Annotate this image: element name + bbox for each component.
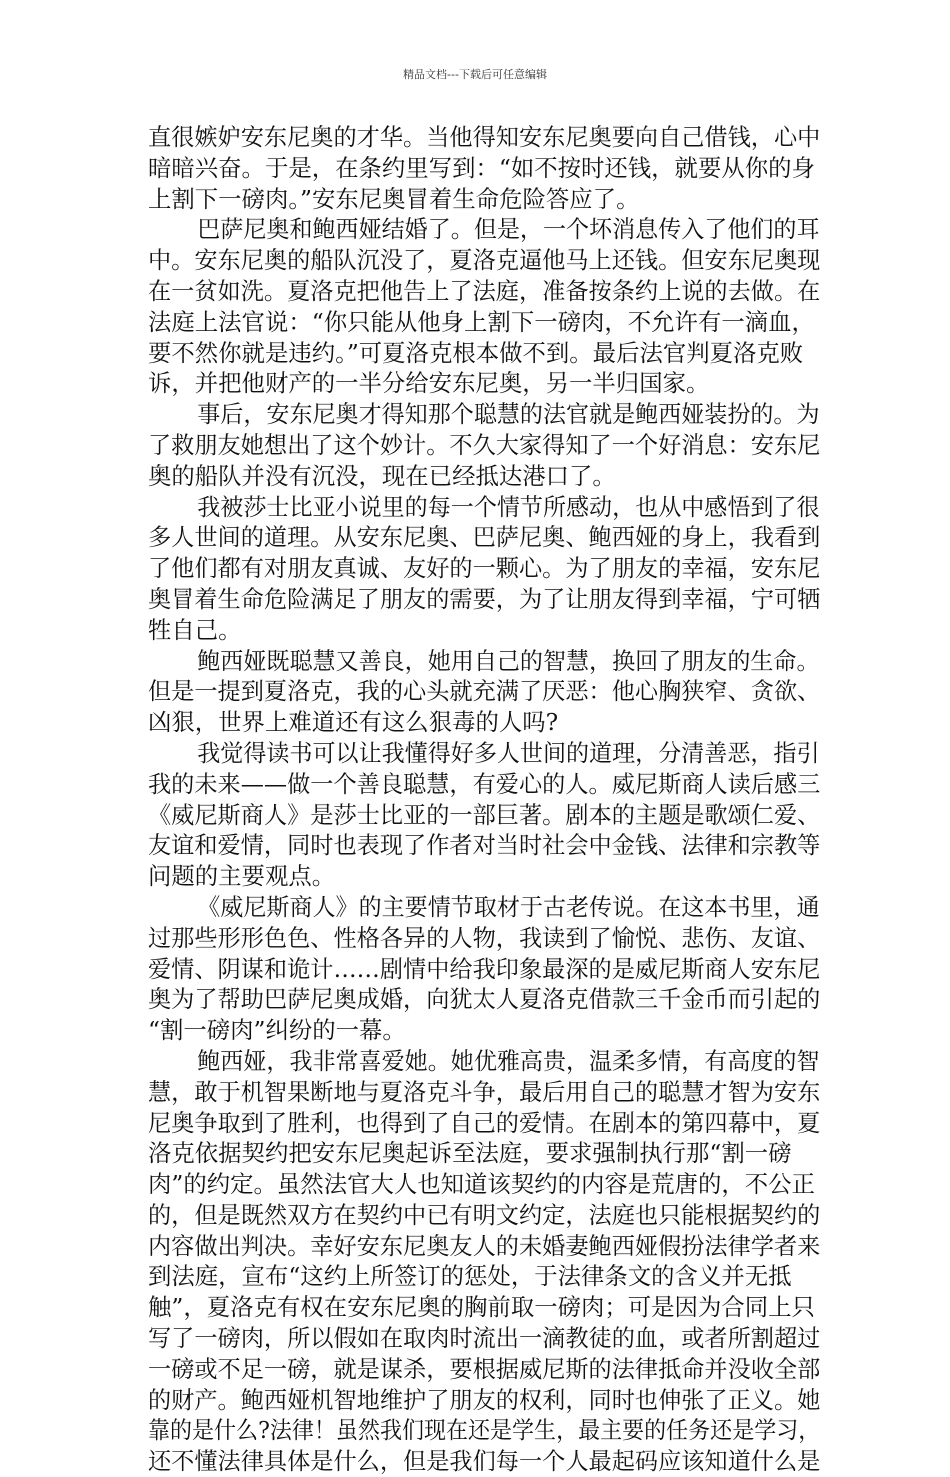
text-line: 奥冒着生命危险满足了朋友的需要，为了让朋友得到幸福，宁可牺	[148, 584, 821, 613]
text-line: 奥为了帮助巴萨尼奥成婚，向犹太人夏洛克借款三千金币而引起的	[148, 985, 821, 1014]
text-line: “割一磅肉”纠纷的一幕。	[148, 1016, 406, 1045]
text-line: 一磅或不足一磅，就是谋杀，要根据威尼斯的法律抵命并没收全部	[148, 1354, 821, 1383]
text-line: 还不懂法律具体是什么，但是我们每一个人最起码应该知道什么是	[148, 1447, 821, 1476]
text-line: 过那些形形色色、性格各异的人物，我读到了愉悦、悲伤、友谊、	[148, 923, 821, 952]
paragraph-first-line: 巴萨尼奥和鲍西娅结婚了。但是，一个坏消息传入了他们的耳	[197, 215, 820, 244]
document-body	[148, 122, 820, 1477]
text-line: 洛克依据契约把安东尼奥起诉至法庭，要求强制执行那“割一磅	[148, 1139, 792, 1168]
text-line: 的财产。鲍西娅机智地维护了朋友的权利，同时也伸张了正义。她	[148, 1385, 821, 1414]
page-header: 精品文档---下载后可任意编辑	[403, 68, 547, 81]
text-line: 多人世间的道理。从安东尼奥、巴萨尼奥、鲍西娅的身上，我看到	[148, 523, 821, 552]
text-line: 凶狠，世界上难道还有这么狠毒的人吗?	[148, 708, 559, 737]
text-line: 了他们都有对朋友真诚、友好的一颗心。为了朋友的幸福，安东尼	[148, 554, 821, 583]
text-line: 牲自己。	[148, 615, 242, 644]
paragraph-first-line: 事后，安东尼奥才得知那个聪慧的法官就是鲍西娅装扮的。为	[197, 400, 820, 429]
text-line: 到法庭，宣布“这约上所签订的惩处，于法律条文的含义并无抵	[148, 1262, 792, 1291]
text-line: 写了一磅肉，所以假如在取肉时流出一滴教徒的血，或者所割超过	[148, 1324, 821, 1353]
text-line: 慧，敢于机智果断地与夏洛克斗争，最后用自己的聪慧才智为安东	[148, 1077, 821, 1106]
text-line: 了救朋友她想出了这个妙计。不久大家得知了一个好消息：安东尼	[148, 430, 821, 459]
text-line: 法庭上法官说：“你只能从他身上割下一磅肉，不允许有一滴血，	[148, 307, 815, 336]
text-line: 直很嫉妒安东尼奥的才华。当他得知安东尼奥要向自己借钱，心中	[148, 123, 821, 151]
paragraph-first-line: 我被莎士比亚小说里的每一个情节所感动，也从中感悟到了很	[197, 492, 820, 521]
text-line: 问题的主要观点。	[148, 862, 336, 891]
text-line: 内容做出判决。幸好安东尼奥友人的未婚妻鲍西娅假扮法律学者来	[148, 1231, 821, 1260]
paragraph-first-line: 《威尼斯商人》的主要情节取材于古老传说。在这本书里，通	[197, 892, 820, 921]
text-line: 中。安东尼奥的船队沉没了，夏洛克逼他马上还钱。但安东尼奥现	[148, 246, 821, 275]
text-line: 诉，并把他财产的一半分给安东尼奥，另一半归国家。	[148, 369, 710, 398]
text-line: 靠的是什么?法律！虽然我们现在还是学生，最主要的任务还是学习，	[148, 1416, 821, 1445]
text-line: 在一贫如洗。夏洛克把他告上了法庭，准备按条约上说的去做。在	[148, 276, 821, 305]
text-line: 爱情、阴谋和诡计……剧情中给我印象最深的是威尼斯商人安东尼	[148, 954, 821, 983]
paragraph-first-line: 我觉得读书可以让我懂得好多人世间的道理，分清善恶，指引	[197, 738, 820, 767]
text-line: 尼奥争取到了胜利，也得到了自己的爱情。在剧本的第四幕中，夏	[148, 1108, 821, 1137]
text-line: 的，但是既然双方在契约中已有明文约定，法庭也只能根据契约的	[148, 1200, 821, 1229]
text-line: 奥的船队并没有沉没，现在已经抵达港口了。	[148, 461, 616, 490]
paragraph-first-line: 鲍西娅既聪慧又善良，她用自己的智慧，换回了朋友的生命。	[197, 646, 820, 675]
text-line: 肉”的约定。虽然法官大人也知道该契约的内容是荒唐的，不公正	[148, 1170, 815, 1199]
text-line: 暗暗兴奋。于是，在条约里写到：“如不按时还钱，就要从你的身	[148, 153, 815, 182]
paragraph-first-line: 鲍西娅，我非常喜爱她。她优雅高贵，温柔多情，有高度的智	[197, 1046, 820, 1075]
text-line: 我的未来——做一个善良聪慧，有爱心的人。威尼斯商人读后感三	[148, 769, 821, 798]
text-line: 但是一提到夏洛克，我的心头就充满了厌恶：他心胸狭窄、贪欲、	[148, 677, 821, 706]
text-line: 触”，夏洛克有权在安东尼奥的胸前取一磅肉；可是因为合同上只	[148, 1293, 815, 1322]
text-line: 《威尼斯商人》是莎士比亚的一部巨著。剧本的主题是歌颂仁爱、	[148, 800, 821, 829]
text-line: 友谊和爱情，同时也表现了作者对当时社会中金钱、法律和宗教等	[148, 831, 821, 860]
text-line: 要不然你就是违约。”可夏洛克根本做不到。最后法官判夏洛克败	[148, 338, 804, 367]
text-line: 上割下一磅肉。”安东尼奥冒着生命危险答应了。	[148, 184, 640, 213]
